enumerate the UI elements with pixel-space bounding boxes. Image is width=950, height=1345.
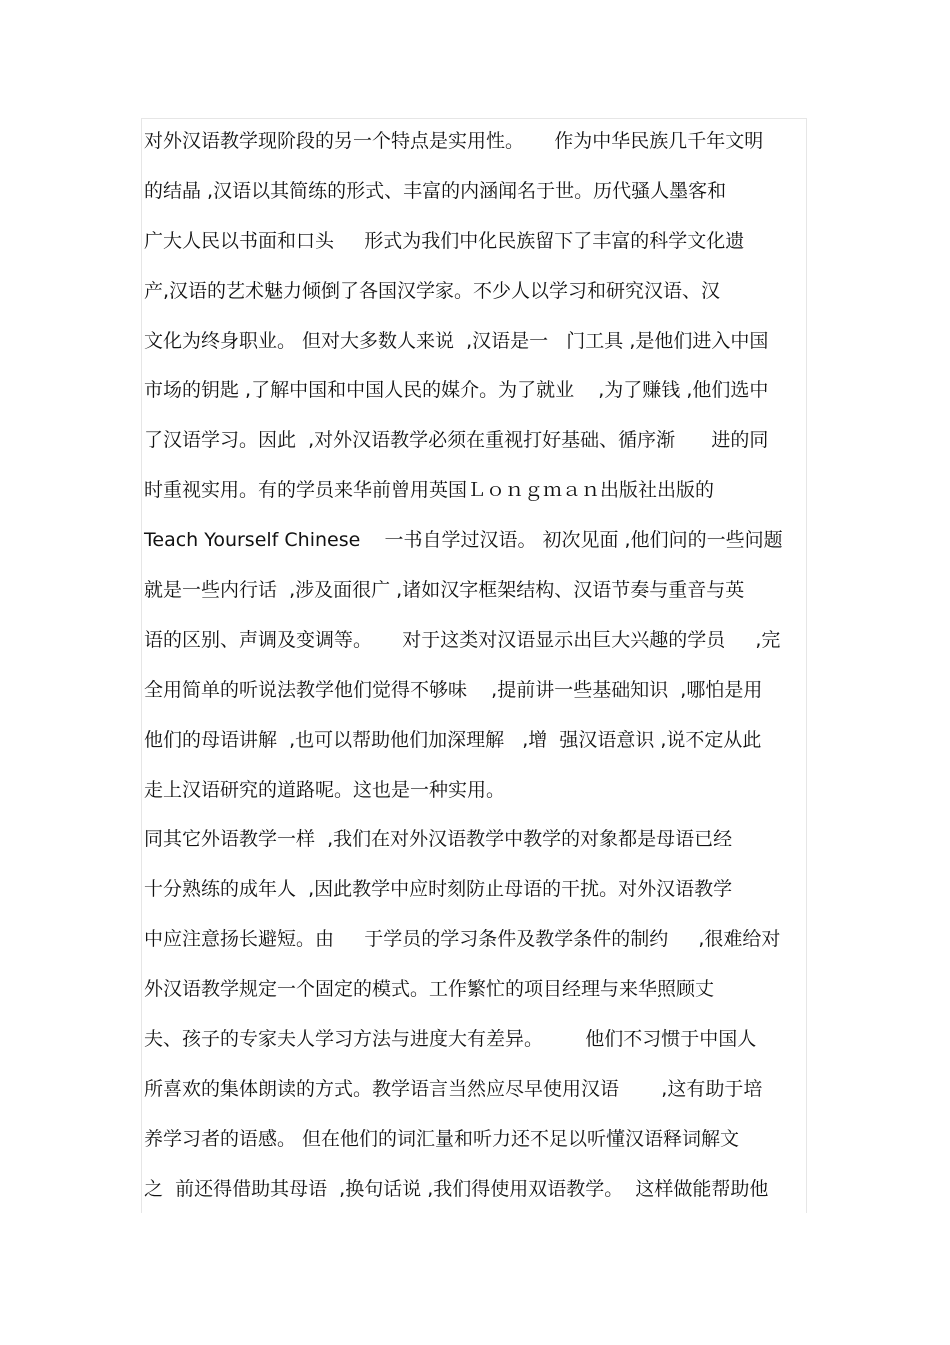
text-line: 语的区别、声调及变调等。 对于这类对汉语显示出巨大兴趣的学员 ,完 [144, 628, 781, 651]
text-line: 同其它外语教学一样 ,我们在对外汉语教学中教学的对象都是母语已经 [144, 828, 733, 851]
text-line: 时重视实用。有的学员来华前曾用英国Ｌｏｎｇｍａｎ出版社出版的 [144, 479, 715, 502]
text-line: 之 前还得借助其母语 ,换句话说 ,我们得使用双语教学。 这样做能帮助他 [144, 1177, 769, 1200]
text-line: 广大人民以书面和口头 形式为我们中化民族留下了丰富的科学文化遗 [144, 229, 745, 252]
text-line: 所喜欢的集体朗读的方式。教学语言当然应尽早使用汉语 ,这有助于培 [144, 1077, 763, 1100]
text-line: 十分熟练的成年人 ,因此教学中应时刻防止母语的干扰。对外汉语教学 [144, 878, 733, 901]
document-body [144, 124, 824, 1222]
text-line: Teach Yourself Chinese 一书自学过汉语。 初次见面 ,他们问的一些问题 [144, 529, 783, 552]
text-line: 养学习者的语感。 但在他们的词汇量和听力还不足以听懂汉语释词解文 [144, 1127, 740, 1150]
text-line: 中应注意扬长避短。由 于学员的学习条件及教学条件的制约 ,很难给对 [144, 928, 781, 951]
text-line: 他们的母语讲解 ,也可以帮助他们加深理解 ,增 强汉语意识 ,说不定从此 [144, 728, 762, 751]
text-line: 了汉语学习。因此 ,对外汉语教学必须在重视打好基础、循序渐 进的同 [144, 429, 769, 452]
text-line: 产,汉语的艺术魅力倾倒了各国汉学家。不少人以学习和研究汉语、汉 [144, 279, 721, 302]
text-line: 全用简单的听说法教学他们觉得不够味 ,提前讲一些基础知识 ,哪怕是用 [144, 678, 763, 701]
text-line: 夫、孩子的专家夫人学习方法与进度大有差异。 他们不习惯于中国人 [144, 1028, 757, 1051]
text-line: 对外汉语教学现阶段的另一个特点是实用性。 作为中华民族几千年文明 [144, 130, 764, 152]
text-line: 就是一些内行话 ,涉及面很广 ,诸如汉字框架结构、汉语节奏与重音与英 [144, 579, 745, 602]
text-line: 外汉语教学规定一个固定的模式。工作繁忙的项目经理与来华照顾丈 [144, 978, 715, 1001]
text-line: 文化为终身职业。 但对大多数人来说 ,汉语是一 门工具 ,是他们进入中国 [144, 329, 769, 352]
text-line: 走上汉语研究的道路呢。这也是一种实用。 [144, 778, 506, 801]
text-line: 市场的钥匙 ,了解中国和中国人民的媒介。为了就业 ,为了赚钱 ,他们选中 [144, 379, 769, 402]
text-line: 的结晶 ,汉语以其简练的形式、丰富的内涵闻名于世。历代骚人墨客和 [144, 179, 727, 202]
